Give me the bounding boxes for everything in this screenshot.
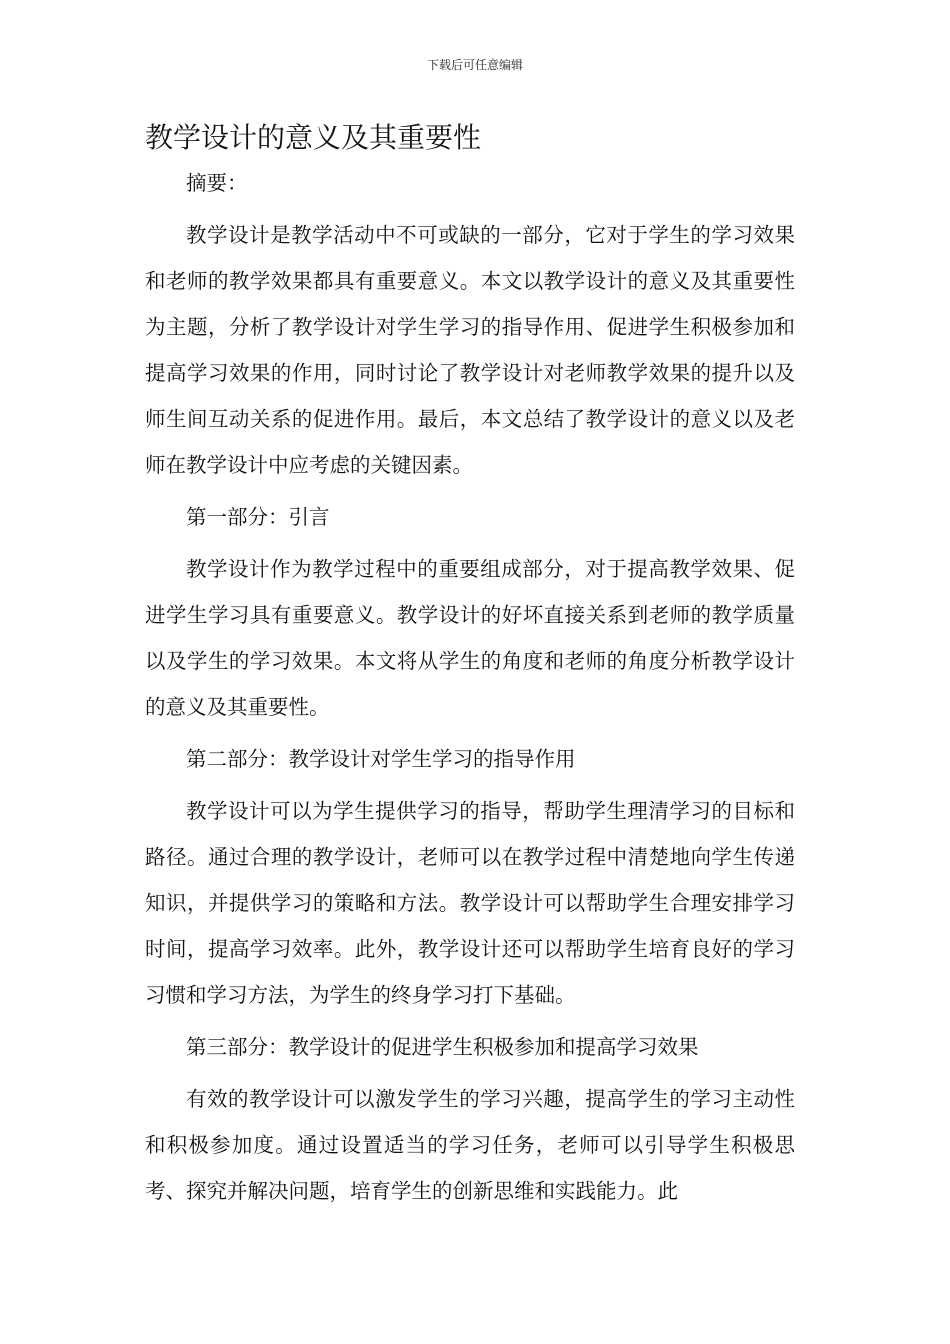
abstract-label: 摘要： [186, 171, 248, 195]
abstract-paragraph: 教学设计是教学活动中不可或缺的一部分，它对于学生的学习效果和老师的教学效果都具有重要意义。本文以教学设计的意义及其重要性为主题，分析了教学设计对学生学习的指导作用、促进学生积极参加和提高学习效果的作用，同时讨论了教学设计对老师教学效果的提升以及师生间互动关系的促进作用。最后，本文总结了教学设计的意义以及老师在教学设计中应考虑的关键因素。 [145, 223, 795, 477]
header-note: 下载后可任意编辑 [426, 58, 523, 72]
participation-paragraph: 有效的教学设计可以激发学生的学习兴趣，提高学生的学习主动性和积极参加度。通过设置适当的学习任务，老师可以引导学生积极思考、探究并解决问题，培育学生的创新思维和实践能力。此 [145, 1087, 795, 1203]
section-heading-introduction: 第一部分：引言 [186, 505, 330, 529]
document-body [145, 160, 795, 1214]
section-heading-participation: 第三部分：教学设计的促进学生积极参加和提高学习效果 [186, 1035, 699, 1059]
section-heading-guidance: 第二部分：教学设计对学生学习的指导作用 [186, 747, 576, 771]
guidance-paragraph: 教学设计可以为学生提供学习的指导，帮助学生理清学习的目标和路径。通过合理的教学设计，老师可以在教学过程中清楚地向学生传递知识，并提供学习的策略和方法。教学设计可以帮助学生合理安排学习时间，提高学习效率。此外，教学设计还可以帮助学生培育良好的学习习惯和学习方法，为学生的终身学习打下基础。 [145, 799, 795, 1007]
document-title: 教学设计的意义及其重要性 [145, 121, 482, 154]
introduction-paragraph: 教学设计作为教学过程中的重要组成部分，对于提高教学效果、促进学生学习具有重要意义。教学设计的好坏直接关系到老师的教学质量以及学生的学习效果。本文将从学生的角度和老师的角度分析教学设计的意义及其重要性。 [145, 557, 795, 719]
